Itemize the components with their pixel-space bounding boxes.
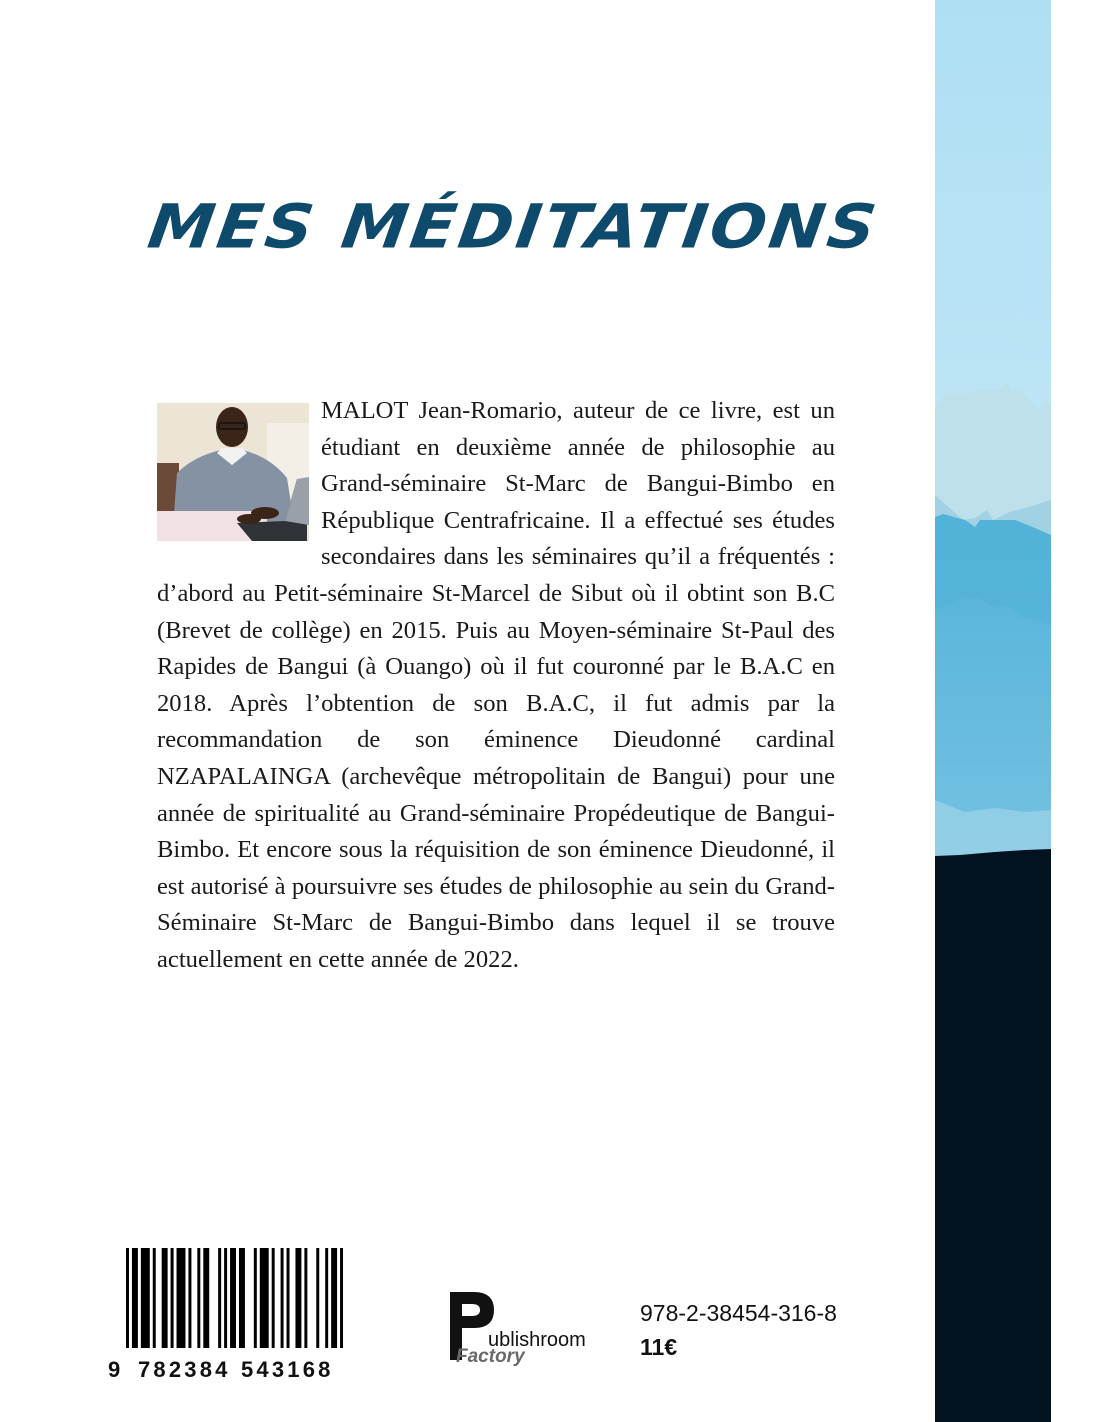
- barcode-bar: [132, 1248, 138, 1348]
- svg-text:Factory: Factory: [456, 1346, 525, 1366]
- barcode-bar: [295, 1248, 301, 1348]
- barcode-bar: [203, 1248, 209, 1348]
- barcode-bar: [162, 1248, 168, 1348]
- barcode-bar: [141, 1248, 150, 1348]
- barcode-bar: [126, 1248, 129, 1348]
- author-bio: [157, 393, 835, 979]
- mountain-landscape-strip: [935, 0, 1051, 1422]
- book-title: MES MÉDITATIONS: [143, 191, 884, 263]
- barcode-bar: [177, 1248, 186, 1348]
- author-photo-image: [157, 403, 309, 541]
- barcode-bar: [230, 1248, 236, 1348]
- dark-foreground: [935, 849, 1051, 1422]
- barcode-bar: [218, 1248, 221, 1348]
- svg-text:ublishroom: ublishroom: [488, 1329, 586, 1351]
- barcode-left-digits: 782384: [138, 1357, 231, 1382]
- isbn-number: 978-2-38454-316-8: [640, 1300, 837, 1326]
- barcode-bar: [153, 1248, 156, 1348]
- barcode-first-digit: 9: [108, 1357, 121, 1382]
- barcode-bar: [224, 1248, 227, 1348]
- barcode-bar: [340, 1248, 343, 1348]
- bio-body-text: Il a effectué ses études secondaires dans les séminaires qu’il a fréquentés : d’abord au Petit-séminaire St-Marcel de Sibut où il obtint son B.C (Brevet de collège) en 2015. Puis au Moyen-séminaire St-Paul des Rapides de Bangui (à Ouango) où il fut couronné par le B.A.C en 2018. Après l’obtention de son B.A.C, il fut admis par la recommandation de son éminence Dieudonné cardinal NZAPALAINGA (archevêque métropolitain de Bangui) pour une année de spiritualité au Grand-séminaire Propédeutique de Bangui-Bimbo. Et encore sous la réquisition de son éminence Dieudonné, il est autorisé à poursuivre ses études de philosophie au sein du Grand-Séminaire St-Marc de Bangui-Bimbo dans lequel il se trouve actuellement en cette année de 2022.: [157, 506, 835, 973]
- publisher-logo: [446, 1286, 596, 1366]
- barcode-bar: [188, 1248, 191, 1348]
- barcode-bar: [171, 1248, 174, 1348]
- publishroom-factory-logo: [446, 1286, 596, 1366]
- barcode-bar: [287, 1248, 290, 1348]
- price: 11€: [640, 1334, 678, 1360]
- barcode-right-digits: 543168: [241, 1357, 334, 1382]
- bio-lead-text: MALOT Jean-Romario, auteur de ce livre, est un étudiant en deuxième année de philosophie au Grand-séminaire St-Marc de Bangui-Bimbo en République Centrafricaine.: [321, 397, 835, 534]
- author-photo: [157, 403, 309, 541]
- barcode-bar: [197, 1248, 200, 1348]
- isbn-barcode: [126, 1248, 346, 1348]
- barcode-bar: [239, 1248, 245, 1348]
- barcode-bar: [260, 1248, 269, 1348]
- barcode-bar: [325, 1248, 328, 1348]
- barcode-bar: [316, 1248, 319, 1348]
- barcode-bar: [281, 1248, 284, 1348]
- barcode-bar: [331, 1248, 337, 1348]
- barcode-bar: [254, 1248, 257, 1348]
- barcode-bar: [304, 1248, 307, 1348]
- barcode-bar: [272, 1248, 275, 1348]
